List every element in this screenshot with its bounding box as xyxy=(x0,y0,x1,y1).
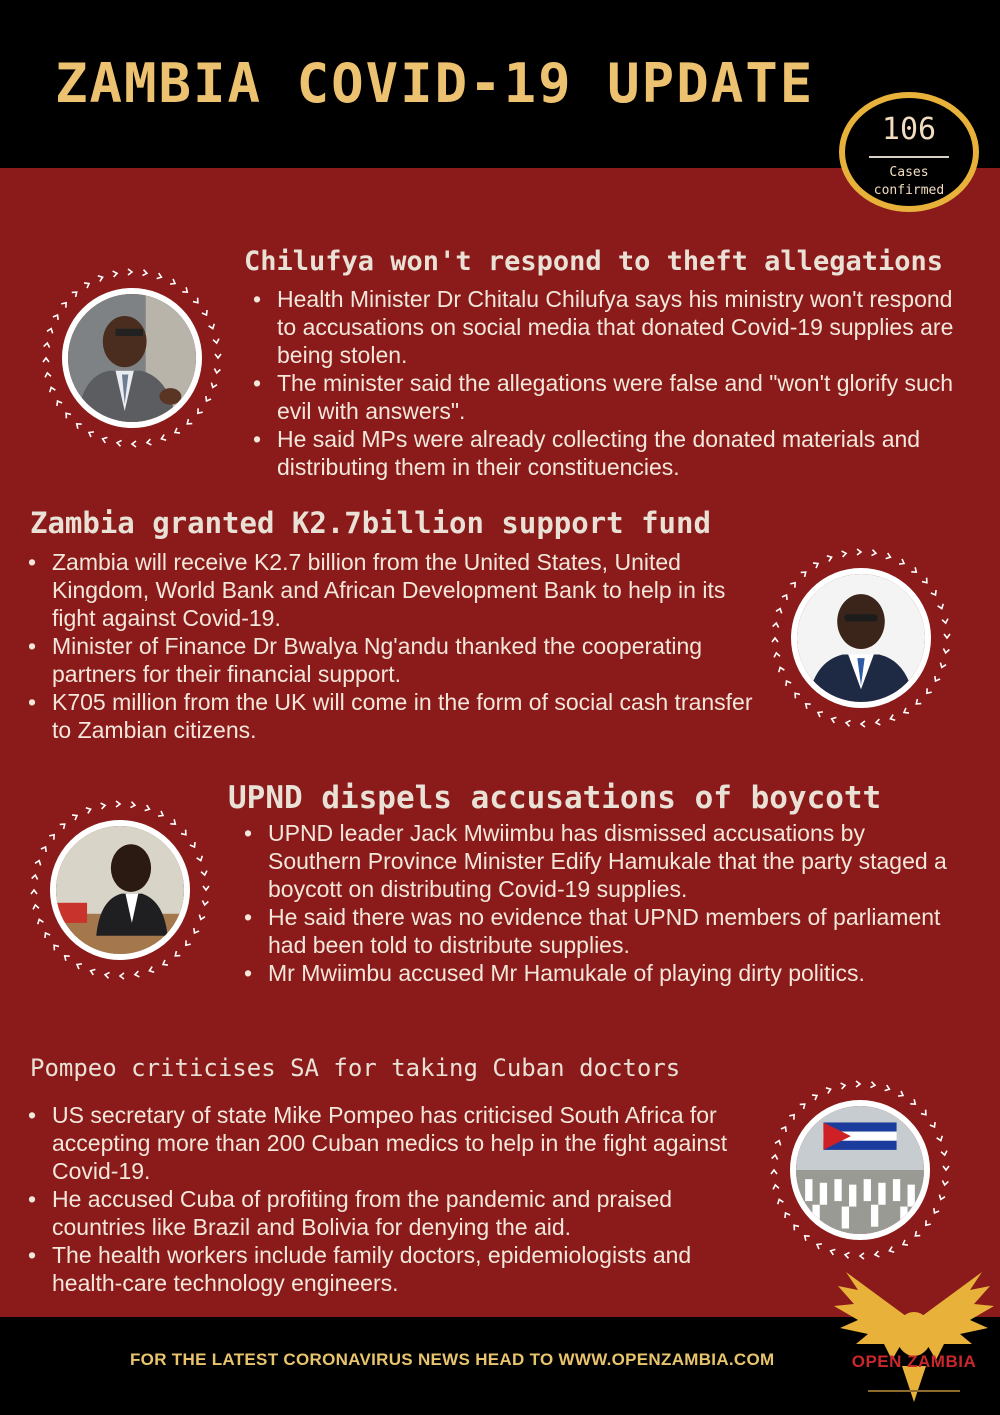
chevron-mark xyxy=(170,819,177,826)
chevron-mark xyxy=(55,400,62,406)
chevron-mark xyxy=(942,1180,949,1185)
section-2-title: Zambia granted K2.7billion support fund xyxy=(30,506,711,540)
chevron-mark xyxy=(874,1251,879,1258)
chevron-mark xyxy=(925,688,932,695)
list-item: • K705 million from the UK will come in the form of social cash transfer to Zambian citizens. xyxy=(28,688,758,744)
chevron-mark xyxy=(875,719,880,726)
chevron-mark xyxy=(910,1099,917,1106)
chevron-mark xyxy=(72,290,79,297)
chevron-mark xyxy=(861,721,865,727)
chevron-mark xyxy=(772,1184,779,1189)
chevron-mark xyxy=(790,581,797,588)
chevron-mark xyxy=(939,663,946,669)
chevron-mark xyxy=(886,553,892,560)
chevron-mark xyxy=(781,1126,788,1132)
chevron-mark xyxy=(158,811,164,818)
chevron-mark xyxy=(105,972,110,979)
chevron-mark xyxy=(201,871,208,876)
chevron-mark xyxy=(911,567,918,574)
chevron-mark xyxy=(922,578,929,585)
list-item: • UPND leader Jack Mwiimbu has dismissed accusations by Southern Province Minister Edify Hamukale that the party staged a boycott on distributing Covid-19 supplies. xyxy=(244,819,964,903)
chevron-mark xyxy=(888,1247,894,1254)
chevron-mark xyxy=(160,435,166,442)
chevron-mark xyxy=(938,604,945,610)
chevron-mark xyxy=(816,1242,822,1249)
chevron-mark xyxy=(938,1195,945,1201)
chevron-mark xyxy=(846,720,851,727)
chevron-mark xyxy=(60,822,67,829)
chevron-mark xyxy=(775,1140,782,1146)
chevron-mark xyxy=(184,940,191,947)
chevron-mark xyxy=(773,652,780,657)
chevron-mark xyxy=(889,715,895,722)
chevron-mark xyxy=(783,1212,790,1218)
cases-label-line1: Cases xyxy=(889,165,929,180)
chevron-mark xyxy=(871,550,876,557)
chevron-mark xyxy=(146,439,151,446)
chevron-mark xyxy=(210,383,217,389)
chevron-mark xyxy=(941,1151,948,1156)
chevron-mark xyxy=(812,1093,818,1100)
section-3-title: UPND dispels accusations of boycott xyxy=(228,780,882,816)
list-item: • Minister of Finance Dr Bwalya Ng'andu thanked the cooperating partners for their financial support. xyxy=(28,632,758,688)
list-item: • Zambia will receive K2.7 billion from the United States, United Kingdom, World Bank and African Development Bank to help in its fight against Covid-19. xyxy=(28,548,758,632)
section-4-points xyxy=(28,1101,758,1297)
chevron-mark xyxy=(772,638,778,642)
chevron-mark xyxy=(63,954,70,961)
finance-minister-portrait xyxy=(791,568,931,708)
chevron-mark xyxy=(72,813,78,820)
chevron-mark xyxy=(830,1248,836,1255)
chevron-mark xyxy=(842,550,847,557)
cases-count: 106 xyxy=(881,112,937,147)
chevron-mark xyxy=(130,802,135,809)
chevron-mark xyxy=(782,594,789,600)
chevron-mark xyxy=(43,932,50,938)
chevron-mark xyxy=(204,396,211,402)
chevron-mark xyxy=(789,1113,796,1120)
footer-link-text[interactable]: FOR THE LATEST CORONAVIRUS NEWS HEAD TO WWW.OPENZAMBIA.COM xyxy=(130,1350,775,1369)
chevron-mark xyxy=(84,281,90,288)
chevron-mark xyxy=(801,570,808,577)
chevron-mark xyxy=(776,608,783,614)
chevron-mark xyxy=(841,1082,846,1089)
section-4-photo xyxy=(760,1070,960,1270)
chevron-mark xyxy=(826,1086,832,1093)
chevron-mark xyxy=(174,428,180,435)
eagle-logo-icon xyxy=(828,1270,1000,1415)
section-2-photo xyxy=(761,538,961,738)
list-item: • Mr Mwiimbu accused Mr Hamukale of playing dirty politics. xyxy=(244,959,964,987)
section-1-title: Chilufya won't respond to theft allegations xyxy=(244,246,943,277)
chevron-mark xyxy=(215,354,221,358)
chevron-mark xyxy=(803,1234,810,1241)
chevron-mark xyxy=(145,805,151,812)
badge-divider xyxy=(869,156,949,158)
chevron-mark xyxy=(931,590,938,596)
list-item: • He said there was no evidence that UPND members of parliament had been told to distribute supplies. xyxy=(244,903,964,959)
chevron-mark xyxy=(120,973,124,979)
cases-label xyxy=(845,164,973,200)
chevron-mark xyxy=(31,890,37,894)
chevron-mark xyxy=(32,875,39,880)
chevron-mark xyxy=(192,928,199,934)
open-zambia-logo xyxy=(828,1270,1000,1415)
section-3-points xyxy=(244,819,964,987)
chevron-mark xyxy=(944,634,950,638)
chevron-mark xyxy=(128,269,132,275)
chevron-mark xyxy=(90,968,96,975)
list-item: • The minister said the allegations were false and "won't glorify such evil with answers". xyxy=(253,369,973,425)
chevron-mark xyxy=(777,666,784,672)
chevron-mark xyxy=(44,343,51,348)
list-item: • He said MPs were already collecting the donated materials and distributing them in their constituencies. xyxy=(253,425,973,481)
section-4-title: Pompeo criticises SA for taking Cuban doctors xyxy=(30,1054,681,1082)
chevron-mark xyxy=(943,1166,949,1170)
chevron-mark xyxy=(792,1223,799,1230)
chevron-mark xyxy=(181,830,188,837)
chevron-mark xyxy=(860,1253,864,1259)
chevron-mark xyxy=(52,943,59,950)
chevron-mark xyxy=(132,441,136,447)
chevron-mark xyxy=(933,676,940,682)
chevron-mark xyxy=(49,833,56,840)
list-item: • The health workers include family doctors, epidemiologists and health-care technology engineers. xyxy=(28,1241,758,1297)
chevron-mark xyxy=(902,1240,908,1247)
chevron-mark xyxy=(857,549,861,555)
chevron-mark xyxy=(932,1208,939,1214)
chevron-mark xyxy=(43,358,49,362)
chevron-mark xyxy=(856,1081,860,1087)
chevron-mark xyxy=(41,846,48,852)
chevron-mark xyxy=(88,430,94,437)
chevron-mark xyxy=(98,274,104,281)
chevron-mark xyxy=(182,287,189,294)
chevron-mark xyxy=(190,842,197,848)
chevron-mark xyxy=(202,310,209,316)
chevron-mark xyxy=(170,279,176,286)
chevron-mark xyxy=(924,1220,931,1227)
chevron-mark xyxy=(198,915,205,921)
list-item: • Health Minister Dr Chitalu Chilufya says his ministry won't respond to accusations on social media that donated Covid-19 supplies are being stolen. xyxy=(253,285,973,369)
chevron-mark xyxy=(47,328,54,334)
chevron-mark xyxy=(35,860,42,866)
chevron-mark xyxy=(771,1170,777,1174)
chevron-mark xyxy=(942,619,949,624)
chevron-mark xyxy=(203,886,209,890)
chevron-mark xyxy=(899,559,905,566)
chevron-mark xyxy=(930,1122,937,1128)
chevron-mark xyxy=(804,702,811,709)
section-3-photo xyxy=(20,790,220,990)
chevron-mark xyxy=(193,298,200,305)
chevron-mark xyxy=(813,561,819,568)
chevron-mark xyxy=(776,1198,783,1204)
chevron-mark xyxy=(148,967,154,974)
chevron-mark xyxy=(831,716,837,723)
chevron-mark xyxy=(53,314,60,320)
chevron-mark xyxy=(793,691,800,698)
chevron-mark xyxy=(903,708,909,715)
chevron-mark xyxy=(142,270,147,277)
chevron-mark xyxy=(197,856,204,862)
page-title: ZAMBIA COVID-19 UPDATE xyxy=(55,52,815,115)
chevron-mark xyxy=(196,408,203,415)
chevron-mark xyxy=(64,411,71,418)
list-item: • US secretary of state Mike Pompeo has criticised South Africa for accepting more than 200 Cuban medics to help in the fight against Covid-19. xyxy=(28,1101,758,1185)
chevron-mark xyxy=(202,900,209,905)
cases-badge xyxy=(839,92,979,212)
chevron-mark xyxy=(937,1136,944,1142)
chevron-mark xyxy=(913,1231,920,1238)
chevron-mark xyxy=(102,436,108,443)
chevron-mark xyxy=(162,960,168,967)
chevron-mark xyxy=(36,918,43,924)
chevron-mark xyxy=(870,1082,875,1089)
chevron-mark xyxy=(113,270,118,277)
chevron-mark xyxy=(157,273,163,280)
chevron-mark xyxy=(134,971,139,978)
chevron-mark xyxy=(116,801,120,807)
list-item: • He accused Cuba of profiting from the pandemic and praised countries like Brazil and Bolivia for denying the aid. xyxy=(28,1185,758,1241)
chevron-mark xyxy=(773,623,780,628)
chevron-mark xyxy=(185,419,192,426)
chevron-mark xyxy=(48,386,55,392)
cuban-doctors-flag-photo xyxy=(790,1100,930,1240)
chevron-mark xyxy=(898,1091,904,1098)
chevron-mark xyxy=(213,339,220,344)
chevron-mark xyxy=(214,368,221,373)
chevron-mark xyxy=(117,440,122,447)
section-1-points xyxy=(253,285,973,481)
chevron-mark xyxy=(772,1155,779,1160)
chevron-mark xyxy=(827,554,833,561)
chevron-mark xyxy=(885,1085,891,1092)
logo-text: OPEN ZAMBIA xyxy=(851,1352,977,1371)
chevron-mark xyxy=(32,904,39,909)
cases-label-line2: confirmed xyxy=(873,183,945,198)
chevron-mark xyxy=(44,372,51,377)
health-minister-portrait xyxy=(62,288,202,428)
chevron-mark xyxy=(61,301,68,308)
chevron-mark xyxy=(75,422,82,429)
chevron-mark xyxy=(86,806,92,813)
chevron-mark xyxy=(845,1252,850,1259)
section-1-photo xyxy=(32,258,232,458)
chevron-mark xyxy=(76,962,82,969)
upnd-leader-portrait xyxy=(50,820,190,960)
chevron-mark xyxy=(943,648,950,653)
chevron-mark xyxy=(800,1102,807,1109)
chevron-mark xyxy=(173,951,180,958)
chevron-mark xyxy=(209,324,216,330)
section-2-points xyxy=(28,548,758,744)
chevron-mark xyxy=(101,802,106,809)
chevron-mark xyxy=(784,680,791,686)
chevron-mark xyxy=(914,699,921,706)
chevron-mark xyxy=(817,710,823,717)
chevron-mark xyxy=(921,1110,928,1117)
